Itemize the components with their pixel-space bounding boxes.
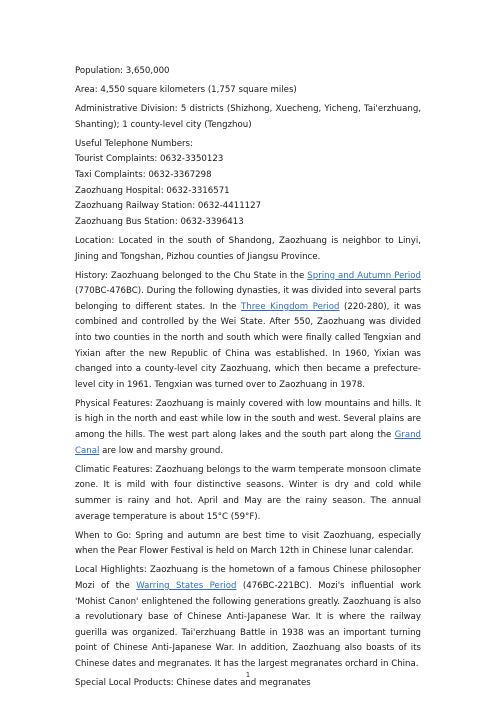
administrative-division: Administrative Division: 5 districts (Shizhong, Xuecheng, Yicheng, Tai'erzhuang, Shanting); 1 county-level city (Tengzhou) [75, 104, 421, 130]
climate-paragraph: Climatic Features: Zaozhuang belongs to the warm temperate monsoon climate zone. It is mild with four distinctive seasons. Winter is dry and cold while summer is rainy and hot. April and May are the rainy season. The annual average temperature is about 15°C (59°F). [75, 464, 421, 522]
highlights-text: (476BC-221BC). Mozi's influential work 'Mohist Canon' enlightened the following generations greatly. Zaozhuang is also a revolutionary base of Chinese Anti-Japanese War. It is where the railway guerilla was organized. Tai'erzhuang Battle in 1938 was an important turning point of Chinese Anti-Japanese War. In addition, Zaozhuang also boasts of its Chinese dates and megranates. It has the largest megranates orchard in China. [75, 580, 421, 669]
document-body [75, 64, 421, 695]
highlights-text: Local Highlights: Zaozhuang is the hometown of a famous Chinese philosopher Mozi of the [75, 565, 421, 591]
telephone-line: Taxi Complaints: 0632-3367298 [75, 170, 212, 181]
area-line: Area: 4,550 square kilometers (1,757 square miles) [75, 85, 297, 96]
telephone-line: Tourist Complaints: 0632-3350123 [75, 154, 224, 165]
population-line: Population: 3,650,000 [75, 66, 170, 76]
page-number: 1 [245, 671, 251, 679]
telephone-line: Zaozhuang Hospital: 0632-3316571 [75, 185, 230, 196]
three-kingdom-link[interactable]: Three Kingdom Period [241, 301, 340, 312]
physical-text: Physical Features: Zaozhuang is mainly covered with low mountains and hills. It is high in the north and east while low in the south and west. Several plains are among the hills. The west part along lakes and the south part along the [75, 398, 421, 441]
physical-features-paragraph [75, 397, 421, 459]
telephone-numbers [75, 137, 421, 231]
local-products-line: Special Local Products: Chinese dates and megranates [75, 677, 311, 688]
physical-text: are low and marshy ground. [99, 445, 224, 456]
history-paragraph [75, 269, 421, 394]
telephone-heading: Useful Telephone Numbers: [75, 138, 193, 149]
warring-states-link[interactable]: Warring States Period [136, 580, 237, 591]
grand-canal-link[interactable]: Grand Canal [75, 430, 421, 456]
history-text: (770BC-476BC). During the following dynasties, it was divided into several parts belonging to different states. In the [75, 286, 421, 312]
spring-autumn-link[interactable]: Spring and Autumn Period [307, 270, 421, 281]
local-highlights-paragraph [75, 563, 421, 672]
history-text: History: Zaozhuang belonged to the Chu State in the [75, 270, 308, 281]
telephone-line: Zaozhuang Bus Station: 0632-3396413 [75, 216, 244, 227]
history-text: (220-280), it was combined and controlled by the Wei State. After 550, Zaozhuang was divided into two counties in the north and south which were finally called Tengxian and Yixian after the new Republic of China was established. In 1960, Yixian was changed into a county-level city Zaozhuang, which then became a prefecture-level city in 1961. Tengxian was turned over to Zaozhuang in 1978. [75, 301, 421, 390]
when-to-go-paragraph: When to Go: Spring and autumn are best time to visit Zaozhuang, especially when the Pear Flower Festival is held on March 12th in Chinese lunar calendar. [75, 530, 421, 557]
telephone-line: Zaozhuang Railway Station: 0632-4411127 [75, 201, 262, 212]
location-paragraph: Location: Located in the south of Shandong, Zaozhuang is neighbor to Linyi, Jining and Tongshan, Pizhou counties of Jiangsu Province. [75, 235, 421, 262]
